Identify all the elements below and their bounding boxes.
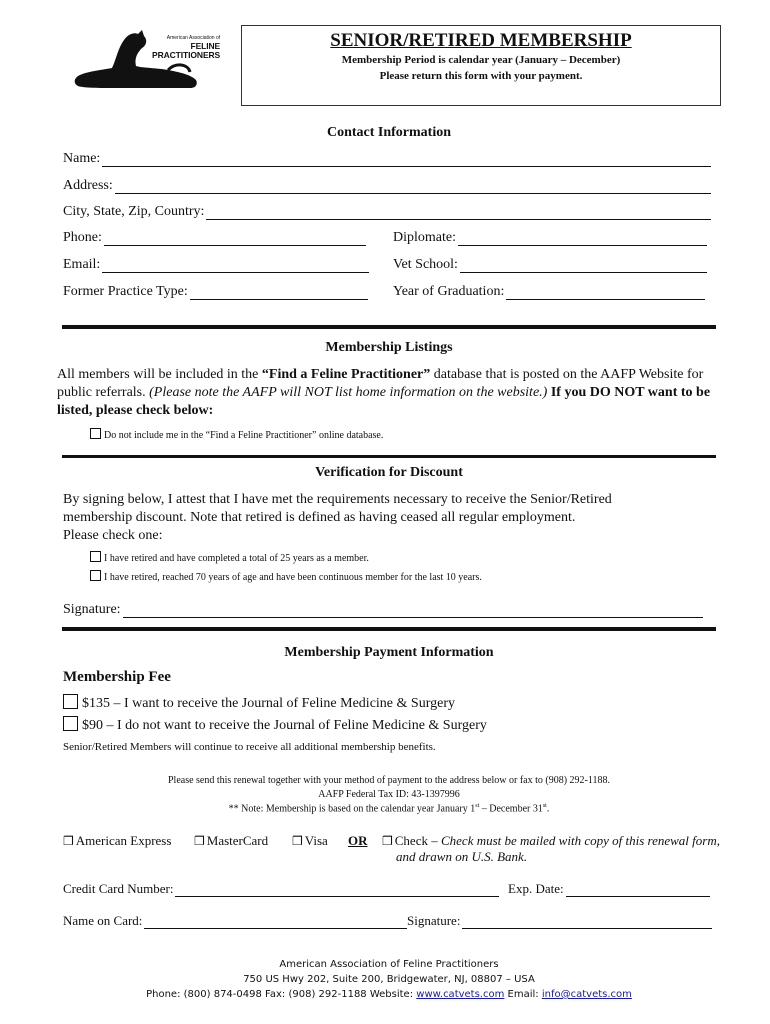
listings-text-d: (Please note the AAFP will NOT list home information on the website.) bbox=[149, 385, 548, 400]
cc-number-label: Credit Card Number: bbox=[63, 881, 174, 896]
practice-line[interactable] bbox=[190, 288, 368, 300]
verification-option-1[interactable] bbox=[90, 551, 369, 564]
retired-25-checkbox[interactable] bbox=[90, 551, 101, 562]
name-label: Name: bbox=[63, 151, 101, 166]
listings-section-title: Membership Listings bbox=[325, 340, 453, 355]
listings-text-a: All members will be included in the bbox=[57, 367, 262, 382]
listings-text bbox=[57, 366, 717, 420]
header-box bbox=[241, 25, 721, 106]
check-note-1: Check must be mailed with copy of this renewal form, bbox=[440, 833, 720, 848]
practice-label: Former Practice Type: bbox=[63, 284, 188, 299]
fee-90-checkbox[interactable] bbox=[63, 716, 78, 731]
fee-title: Membership Fee bbox=[63, 669, 171, 685]
fee-option-90[interactable] bbox=[63, 716, 487, 735]
return-instruction: Please return this form with your payment. bbox=[379, 70, 583, 82]
phone-label: Phone: bbox=[63, 230, 102, 245]
listings-text-c: database that is posted on the AAFP Website for public referrals. bbox=[57, 367, 704, 400]
divider bbox=[62, 455, 716, 458]
payment-section-title: Membership Payment Information bbox=[284, 645, 494, 660]
phone-line[interactable] bbox=[104, 234, 366, 246]
divider bbox=[62, 627, 716, 631]
calendar-note-a: ** Note: Membership is based on the calendar year January 1 bbox=[228, 803, 476, 815]
listings-text-b: “Find a Feline Practitioner” bbox=[261, 367, 431, 382]
check-note-2-text: and drawn on U.S. Bank. bbox=[396, 849, 528, 864]
visa-checkbox[interactable]: ❒ bbox=[292, 834, 303, 848]
calendar-note-c: . bbox=[546, 803, 550, 815]
vetschool-label: Vet School: bbox=[393, 257, 458, 272]
aafp-logo bbox=[72, 28, 221, 92]
or-label: OR bbox=[348, 833, 368, 848]
mastercard-checkbox[interactable]: ❒ bbox=[194, 834, 205, 848]
footer-org: American Association of Feline Practitioners bbox=[279, 959, 499, 970]
email-field[interactable] bbox=[63, 257, 369, 273]
check-checkbox[interactable]: ❒ bbox=[382, 834, 393, 848]
listings-text-e: If you DO NOT want to be listed, please check below: bbox=[57, 385, 711, 418]
exp-date-field[interactable] bbox=[508, 881, 710, 897]
amex-checkbox[interactable]: ❒ bbox=[63, 834, 74, 848]
verification-option-2-label: I have retired, reached 70 years of age and have been continuous member for the last 10 years. bbox=[104, 572, 482, 583]
footer-phone: Phone: (800) 874-0498 Fax: (908) 292-1188 Website: bbox=[146, 989, 417, 1000]
name-line[interactable] bbox=[102, 155, 711, 167]
card-signature-label: Signature: bbox=[407, 913, 461, 928]
email-link[interactable]: info@catvets.com bbox=[541, 989, 632, 1000]
amex-label: American Express bbox=[75, 833, 172, 848]
tax-id: AAFP Federal Tax ID: 43-1397996 bbox=[318, 789, 460, 800]
name-on-card-line[interactable] bbox=[144, 917, 407, 929]
vetschool-line[interactable] bbox=[460, 261, 707, 273]
logo-line2: FELINE bbox=[190, 41, 221, 51]
calendar-note-sup2: st bbox=[542, 803, 547, 809]
graduation-line[interactable] bbox=[506, 288, 705, 300]
listing-option-label: Do not include me in the “Find a Feline Practitioner” online database. bbox=[104, 430, 384, 441]
listing-optout-checkbox[interactable] bbox=[90, 428, 101, 439]
form-title: SENIOR/RETIRED MEMBERSHIP bbox=[330, 30, 632, 51]
signature-label: Signature: bbox=[63, 602, 121, 617]
address-label: Address: bbox=[63, 178, 113, 193]
fee-90-label: $90 – I do not want to receive the Journal of Feline Medicine & Surgery bbox=[82, 718, 487, 733]
card-signature-line[interactable] bbox=[462, 917, 712, 929]
logo-line3: PRACTITIONERS bbox=[152, 49, 221, 60]
diplomate-field[interactable] bbox=[393, 230, 707, 246]
mastercard-label: MasterCard bbox=[206, 833, 269, 848]
website-link[interactable]: www.catvets.com bbox=[416, 989, 505, 1000]
listing-option[interactable] bbox=[90, 428, 383, 441]
verification-text: By signing below, I attest that I have met the requirements necessary to receive the Senior/Retired membership discount. Note that retired is defined as having ceased all regular employment. bbox=[63, 492, 612, 525]
visa-label: Visa bbox=[304, 833, 328, 848]
city-line[interactable] bbox=[206, 208, 711, 220]
address-field[interactable] bbox=[63, 178, 711, 194]
graduation-label: Year of Graduation: bbox=[393, 284, 505, 299]
phone-field[interactable] bbox=[63, 230, 366, 246]
exp-date-label: Exp. Date: bbox=[508, 881, 564, 896]
graduation-field[interactable] bbox=[393, 284, 705, 300]
cc-number-field[interactable] bbox=[63, 881, 499, 897]
footer-email-label: Email: bbox=[504, 989, 542, 1000]
footer-address: 750 US Hwy 202, Suite 200, Bridgewater, NJ, 08807 – USA bbox=[243, 974, 535, 985]
benefits-note: Senior/Retired Members will continue to receive all additional membership benefits. bbox=[63, 741, 436, 753]
name-field[interactable] bbox=[63, 151, 711, 167]
fee-135-label: $135 – I want to receive the Journal of Feline Medicine & Surgery bbox=[82, 696, 455, 711]
verification-option-1-label: I have retired and have completed a total of 25 years as a member. bbox=[104, 553, 369, 564]
check-note-2 bbox=[396, 849, 527, 865]
name-on-card-field[interactable] bbox=[63, 913, 407, 929]
email-label: Email: bbox=[63, 257, 101, 272]
card-signature-field[interactable] bbox=[407, 913, 712, 929]
pay-visa[interactable] bbox=[292, 833, 328, 849]
verification-section-title: Verification for Discount bbox=[315, 465, 463, 480]
pay-check[interactable] bbox=[382, 833, 720, 849]
fee-option-135[interactable] bbox=[63, 694, 455, 713]
fee-135-checkbox[interactable] bbox=[63, 694, 78, 709]
contact-section-title: Contact Information bbox=[326, 125, 452, 140]
practice-field[interactable] bbox=[63, 284, 368, 300]
divider bbox=[62, 325, 716, 329]
calendar-note bbox=[62, 803, 716, 814]
pay-mastercard[interactable] bbox=[194, 833, 268, 849]
signature-line[interactable] bbox=[123, 606, 703, 618]
cc-number-line[interactable] bbox=[175, 885, 499, 897]
logo-line1: American Association of bbox=[166, 35, 221, 41]
calendar-note-sup1: st bbox=[475, 803, 480, 809]
vetschool-field[interactable] bbox=[393, 257, 707, 273]
send-renewal-text: Please send this renewal together with your method of payment to the address below or fax to (908) 292-1188. bbox=[167, 775, 611, 786]
city-field[interactable] bbox=[63, 204, 711, 220]
check-one-label: Please check one: bbox=[63, 528, 163, 543]
address-line[interactable] bbox=[115, 182, 711, 194]
verification-option-2[interactable] bbox=[90, 570, 482, 583]
calendar-note-b: – December 31 bbox=[479, 803, 543, 815]
signature-field[interactable] bbox=[63, 602, 703, 618]
footer-contact bbox=[62, 987, 716, 1002]
name-on-card-label: Name on Card: bbox=[63, 913, 143, 928]
check-label: Check – bbox=[394, 833, 441, 848]
footer bbox=[62, 957, 716, 1002]
membership-period: Membership Period is calendar year (January – December) bbox=[341, 54, 621, 66]
retired-70-checkbox[interactable] bbox=[90, 570, 101, 581]
diplomate-label: Diplomate: bbox=[393, 230, 456, 245]
email-line[interactable] bbox=[102, 261, 369, 273]
pay-amex[interactable] bbox=[63, 833, 171, 849]
logo-wordmark bbox=[152, 36, 220, 59]
diplomate-line[interactable] bbox=[458, 234, 707, 246]
city-label: City, State, Zip, Country: bbox=[63, 204, 205, 219]
exp-date-line[interactable] bbox=[566, 885, 710, 897]
